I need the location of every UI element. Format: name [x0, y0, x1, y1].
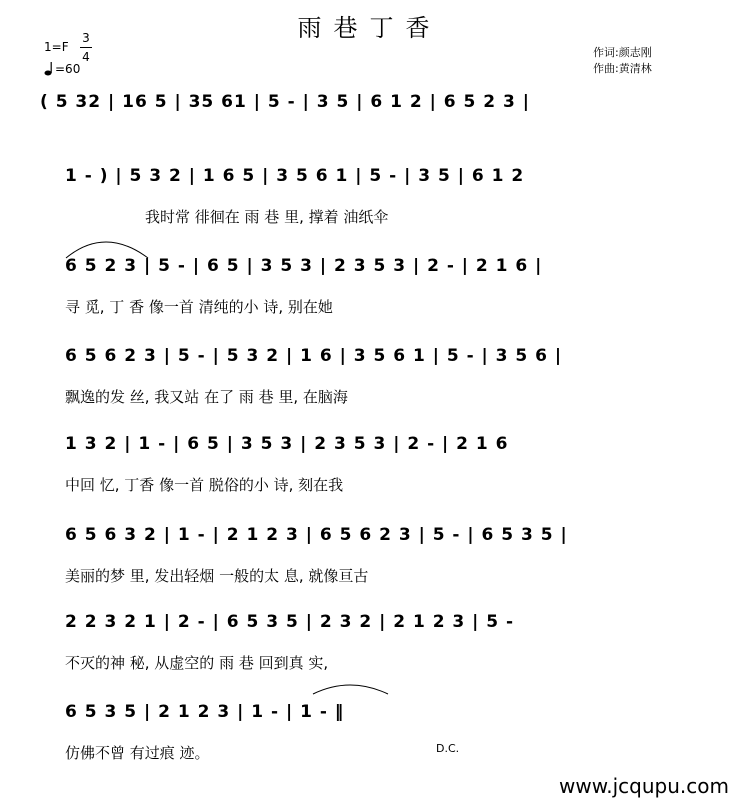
lyric-row-2: 我时常 徘徊在 雨 巷 里, 撑着 油纸伞: [145, 208, 389, 226]
website-watermark: www.jcqupu.com: [559, 774, 729, 798]
lyric-row-5: 中回 忆, 丁香 像一首 脱俗的小 诗, 刻在我: [65, 476, 344, 494]
composer-credit: 作曲:黄清林: [593, 62, 652, 75]
lyric-row-8: 仿佛不曾 有过痕 迹。: [65, 744, 210, 762]
song-title: 雨巷丁香: [297, 14, 442, 42]
score-row-4: 6 5 6 2 3 | 5 - | 5 3 2 | 1 6 | 3 5 6 1 | 5 - | 3 5 6 |: [65, 346, 563, 366]
score-row-6: 6 5 6 3 2 | 1 - | 2 1 2 3 | 6 5 6 2 3 | 5 - | 6 5 3 5 |: [65, 525, 568, 545]
score-row-8: 6 5 3 5 | 2 1 2 3 | 1 - | 1 - ‖: [65, 702, 345, 722]
lyric-row-7: 不灭的神 秘, 从虚空的 雨 巷 回到真 实,: [65, 654, 329, 672]
key-signature: 1=F: [44, 40, 69, 54]
score-row-3: 6 5 2 3 | 5 - | 6 5 | 3 5 3 | 2 3 5 3 | 2 - | 2 1 6 |: [65, 256, 543, 276]
tempo-value: =60: [55, 62, 81, 76]
lyric-row-6: 美丽的梦 里, 发出轻烟 一般的太 息, 就像亘古: [65, 567, 369, 585]
score-row-7: 2 2 3 2 1 | 2 - | 6 5 3 5 | 2 3 2 | 2 1 2 3 | 5 -: [65, 612, 515, 632]
score-row-2: 1 - ) | 5 3 2 | 1 6 5 | 3 5 6 1 | 5 - | 3 5 | 6 1 2: [65, 166, 525, 186]
da-capo-marking: D.C.: [436, 742, 460, 755]
lyric-row-4: 飘逸的发 丝, 我又站 在了 雨 巷 里, 在脑海: [65, 388, 348, 406]
score-row-5: 1 3 2 | 1 - | 6 5 | 3 5 3 | 2 3 5 3 | 2 - | 2 1 6: [65, 434, 509, 454]
time-signature-top: 3: [82, 31, 90, 45]
lyric-row-3: 寻 觅, 丁 香 像一首 清纯的小 诗, 别在她: [65, 298, 333, 316]
time-signature-bottom: 4: [82, 50, 90, 64]
lyricist-credit: 作词:颜志刚: [593, 46, 652, 59]
score-row-1: ( 5 32 | 16 5 | 35 61 | 5 - | 3 5 | 6 1 2 | 6 5 2 3 |: [40, 92, 530, 112]
